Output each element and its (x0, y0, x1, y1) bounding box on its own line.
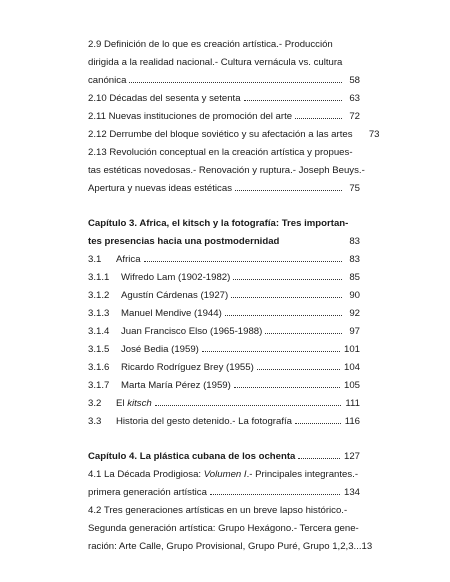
toc-entry-text: 2.12 Derrumbe del bloque soviético y su afectación a las artes (88, 129, 353, 140)
toc-entry-2-11 (88, 108, 360, 126)
page-number: 97 (349, 326, 360, 337)
toc-entry-4-2-line-3: ración: Arte Calle, Grupo Provisional, Grupo Puré, Grupo 1,2,3...13 (88, 541, 373, 552)
page-number: 85 (349, 272, 360, 283)
toc-entry-2-13-line-1: 2.13 Revolución conceptual en la creación artística y propues- (88, 147, 353, 158)
dot-leader (295, 423, 341, 424)
page-number: 83 (349, 254, 360, 265)
section-gap (88, 431, 360, 448)
chapter-title: Capítulo 4. La plástica cubana de los ochenta (88, 451, 296, 462)
toc-entry-text: 2.10 Décadas del sesenta y setenta (88, 93, 241, 104)
toc-entry-2-13-line-3 (88, 180, 360, 198)
section-number: 3.3 (88, 416, 102, 427)
chapter-4-title (88, 448, 360, 466)
dot-leader (295, 118, 342, 119)
toc-entry-text: Wifredo Lam (1902-1982) (121, 272, 231, 283)
page-number: 101 (343, 344, 360, 355)
toc-entry-3-2 (88, 395, 360, 413)
toc-entry-3-1 (88, 251, 360, 269)
section-number: 3.1.6 (88, 362, 110, 373)
toc-entry-2-10 (88, 90, 360, 108)
toc-entry-text: primera generación artística (88, 487, 207, 498)
section-number: 3.1.5 (88, 344, 110, 355)
section-gap (88, 198, 360, 215)
section-number: 3.2 (88, 398, 102, 409)
toc-entry-2-9-line-1: 2.9 Definición de lo que es creación artística.- Producción (88, 39, 333, 50)
dot-leader (202, 351, 340, 352)
chapter-3-title-line-1: Capítulo 3. Africa, el kitsch y la fotografía: Tres importan- (88, 218, 349, 229)
toc-entry-text: canónica (88, 75, 127, 86)
toc-entry-4-2-line-2: Segunda generación artística: Grupo Hexágono.- Tercera gene- (88, 523, 359, 534)
page-number: 105 (343, 380, 360, 391)
toc-entry-4-1-line-2 (88, 484, 360, 502)
toc-entry-4-1-line-1: 4.1 La Década Prodigiosa: Volumen I.- Principales integrantes.- (88, 469, 359, 480)
toc-entry-3-1-3 (88, 305, 360, 323)
toc-entry-2-9-line-2: dirigida a la realidad nacional.- Cultura vernácula vs. cultura (88, 57, 343, 68)
toc-entry-3-1-6 (88, 359, 360, 377)
dot-leader (129, 82, 342, 83)
dot-leader (298, 458, 340, 459)
dot-leader (225, 315, 342, 316)
dot-leader (144, 261, 342, 262)
toc-entry-text: Africa (116, 254, 141, 265)
page-number: 63 (349, 93, 360, 104)
section-number: 3.1.7 (88, 380, 110, 391)
toc-entry-text: Ricardo Rodríguez Brey (1955) (121, 362, 254, 373)
toc-entry-text: José Bedia (1959) (121, 344, 199, 355)
toc-entry-4-2-line-1: 4.2 Tres generaciones artísticas en un breve lapso histórico.- (88, 505, 348, 516)
dot-leader (235, 190, 342, 191)
page-number: 92 (349, 308, 360, 319)
page-number: 58 (349, 75, 360, 86)
toc-entry-text: Apertura y nuevas ideas estéticas (88, 183, 232, 194)
toc-entry-text: Juan Francisco Elso (1965-1988) (121, 326, 263, 337)
dot-leader (231, 297, 342, 298)
toc-entry-2-9-line-3 (88, 72, 360, 90)
dot-leader (210, 494, 340, 495)
toc-entry-text: Marta María Pérez (1959) (121, 380, 231, 391)
section-number: 3.1.3 (88, 308, 110, 319)
page-number: 90 (349, 290, 360, 301)
page-number: 111 (345, 398, 360, 409)
table-of-contents (88, 36, 380, 556)
page-number: 104 (343, 362, 360, 373)
toc-entry-2-13-line-2: tas estéticas novedosas.- Renovación y ruptura.- Joseph Beuys.- (88, 165, 365, 176)
toc-entry-3-1-1 (88, 269, 360, 287)
page-number: 72 (349, 111, 360, 122)
toc-entry-text: 2.11 Nuevas instituciones de promoción del arte (88, 111, 293, 122)
page-number: 73 (368, 129, 380, 140)
page-number: 83 (349, 236, 360, 247)
toc-entry-text: Historia del gesto detenido.- La fotografía (116, 416, 292, 427)
section-number: 3.1.4 (88, 326, 110, 337)
section-number: 3.1.1 (88, 272, 110, 283)
dot-leader (257, 369, 340, 370)
toc-entry-text: Manuel Mendive (1944) (121, 308, 222, 319)
dot-leader (234, 387, 340, 388)
dot-leader (265, 333, 342, 334)
page-number: 116 (344, 416, 360, 427)
section-number: 3.1.2 (88, 290, 110, 301)
toc-entry-3-1-5 (88, 341, 360, 359)
toc-entry-text: El kitsch (116, 398, 152, 409)
page-number: 127 (343, 451, 360, 462)
toc-entry-3-1-4 (88, 323, 360, 341)
toc-entry-2-12 (88, 126, 380, 144)
section-number: 3.1 (88, 254, 102, 265)
page-number: 75 (349, 183, 360, 194)
toc-entry-3-3 (88, 413, 360, 431)
dot-leader (244, 100, 342, 101)
toc-entry-text: Agustín Cárdenas (1927) (121, 290, 229, 301)
chapter-3-title-line-2: tes presencias hacia una postmodernidad 83 (88, 233, 360, 251)
toc-entry-3-1-2 (88, 287, 360, 305)
dot-leader (233, 279, 342, 280)
dot-leader (155, 405, 342, 406)
page-number: 134 (343, 487, 360, 498)
toc-entry-3-1-7 (88, 377, 360, 395)
